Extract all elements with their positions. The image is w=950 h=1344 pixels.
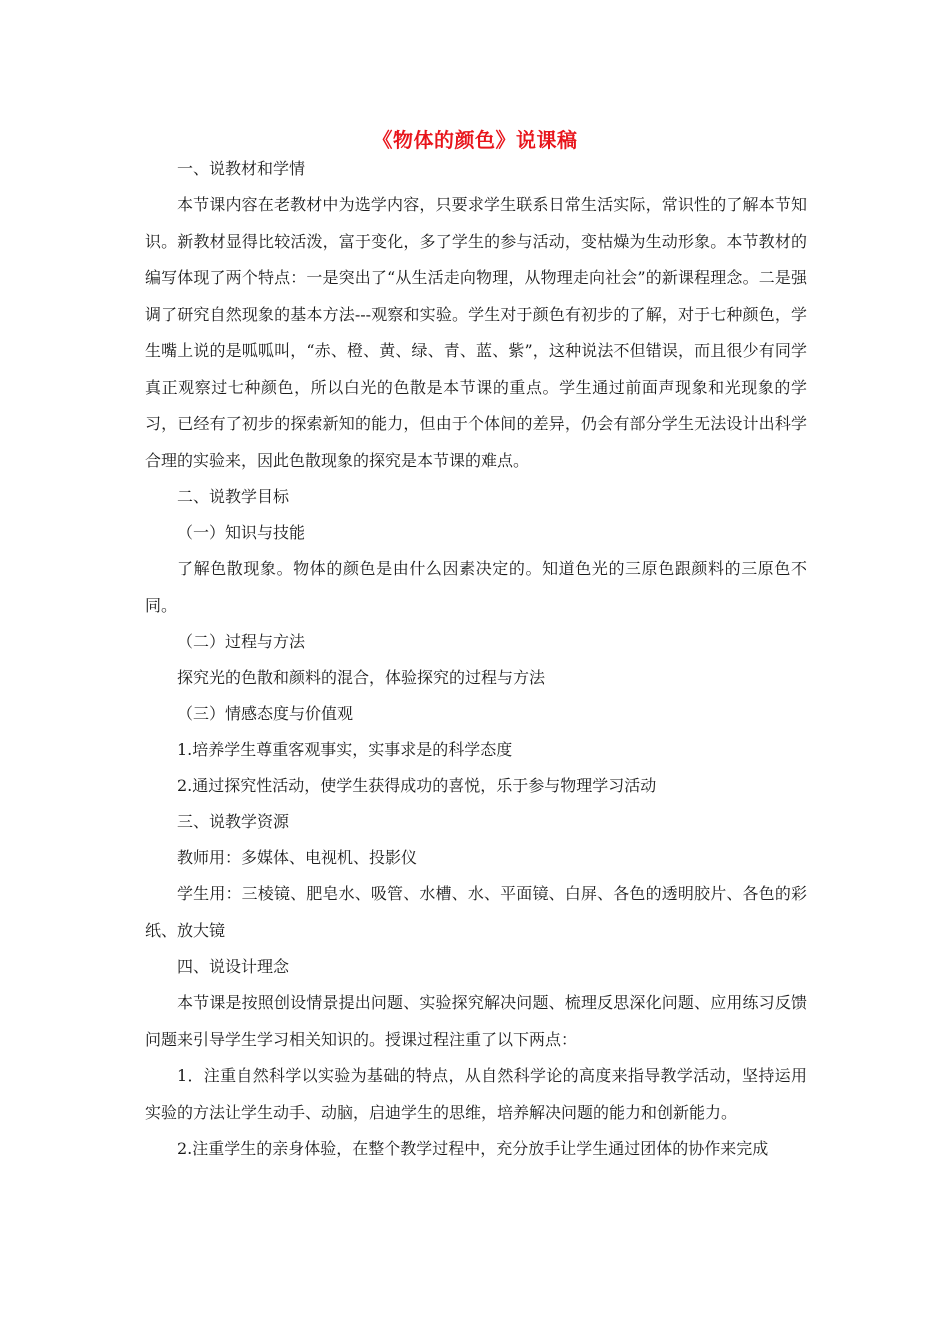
section-heading-textbook: 一、说教材和学情 — [177, 159, 306, 178]
page-title: 《物体的颜色》说课稿 — [372, 128, 578, 152]
teacher-resources: 教师用：多媒体、电视机、投影仪 — [177, 848, 418, 867]
section-heading-resources: 三、说教学资源 — [177, 812, 290, 831]
subheading-knowledge: （一）知识与技能 — [177, 523, 306, 542]
subheading-attitude: （三）情感态度与价值观 — [177, 704, 354, 723]
attitude-item-2: 2.通过探究性活动，使学生获得成功的喜悦，乐于参与物理学习活动 — [177, 776, 657, 795]
document-body — [145, 151, 807, 1168]
section-heading-goals: 二、说教学目标 — [177, 487, 290, 506]
design-paragraph: 本节课是按照创设情景提出问题、实验探究解决问题、梳理反思深化问题、应用练习反馈问题来引导学生学习相关知识的。授课过程注重了以下两点： — [145, 993, 807, 1049]
design-point-1: 1．注重自然科学以实验为基础的特点，从自然科学论的高度来指导教学活动，坚持运用实验的方法让学生动手、动脑，启迪学生的思维，培养解决问题的能力和创新能力。 — [145, 1066, 807, 1122]
subheading-process: （二）过程与方法 — [177, 632, 306, 651]
process-paragraph: 探究光的色散和颜料的混合，体验探究的过程与方法 — [177, 668, 546, 687]
attitude-item-1: 1.培养学生尊重客观事实，实事求是的科学态度 — [177, 740, 513, 759]
knowledge-paragraph: 了解色散现象。物体的颜色是由什么因素决定的。知道色光的三原色跟颜料的三原色不同。 — [145, 559, 807, 615]
design-point-2: 2.注重学生的亲身体验，在整个教学过程中，充分放手让学生通过团体的协作来完成 — [177, 1139, 769, 1158]
student-resources: 学生用：三棱镜、肥皂水、吸管、水槽、水、平面镜、白屏、各色的透明胶片、各色的彩纸、放大镜 — [145, 884, 807, 940]
section-heading-design: 四、说设计理念 — [177, 957, 290, 976]
textbook-paragraph: 本节课内容在老教材中为选学内容，只要求学生联系日常生活实际，常识性的了解本节知识。新教材显得比较活泼，富于变化，多了学生的参与活动，变枯燥为生动形象。本节教材的编写体现了两个特点：一是突出了“从生活走向物理，从物理走向社会”的新课程理念。二是强调了研究自然现象的基本方法---观察和实验。学生对于颜色有初步的了解，对于七种颜色，学生嘴上说的是呱呱叫，“赤、橙、黄、绿、青、蓝、紫”，这种说法不但错误，而且很少有同学真正观察过七种颜色，所以白光的色散是本节课的重点。学生通过前面声现象和光现象的学习，已经有了初步的探索新知的能力，但由于个体间的差异，仍会有部分学生无法设计出科学合理的实验来，因此色散现象的探究是本节课的难点。 — [145, 195, 807, 470]
